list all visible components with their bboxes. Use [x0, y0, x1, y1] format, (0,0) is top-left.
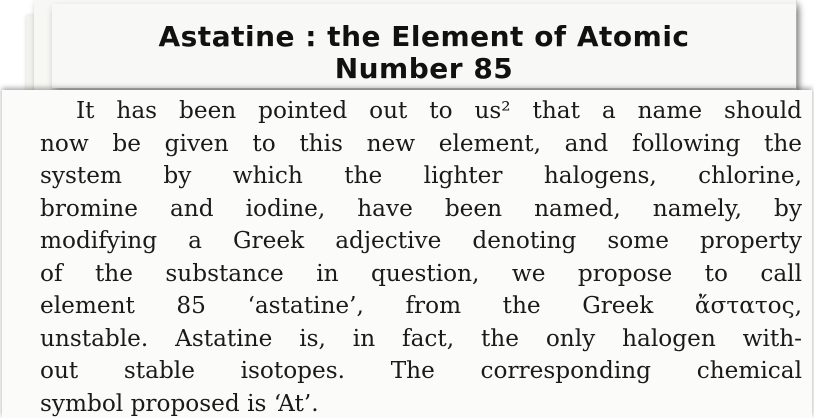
paragraph-line: unstable. Astatine is, in fact, the only halogen with-	[40, 324, 802, 352]
paragraph-line: bromine and iodine, have been named, namely, by	[40, 194, 802, 222]
body-clipping	[2, 90, 812, 418]
paragraph-line: element 85 ‘astatine’, from the Greek ἄστατος,	[40, 292, 802, 319]
title-clipping	[52, 4, 796, 88]
paragraph-line: system by which the lighter halogens, chlorine,	[40, 162, 802, 189]
paragraph-line: of the substance in question, we propose to call	[40, 259, 802, 287]
paragraph-line: modifying a Greek adjective denoting some property	[40, 227, 802, 254]
article-title-line-2: Number 85	[334, 52, 514, 85]
paragraph-line: symbol proposed is ‘At’.	[40, 389, 319, 417]
paragraph-line: It has been pointed out to us² that a name should	[76, 97, 802, 124]
paragraph-line: now be given to this new element, and following the	[40, 129, 802, 157]
paragraph-line: out stable isotopes. The corresponding chemical	[40, 357, 802, 384]
article-paragraph	[40, 95, 802, 418]
article-title-line-1: Astatine : the Element of Atomic	[158, 20, 690, 53]
